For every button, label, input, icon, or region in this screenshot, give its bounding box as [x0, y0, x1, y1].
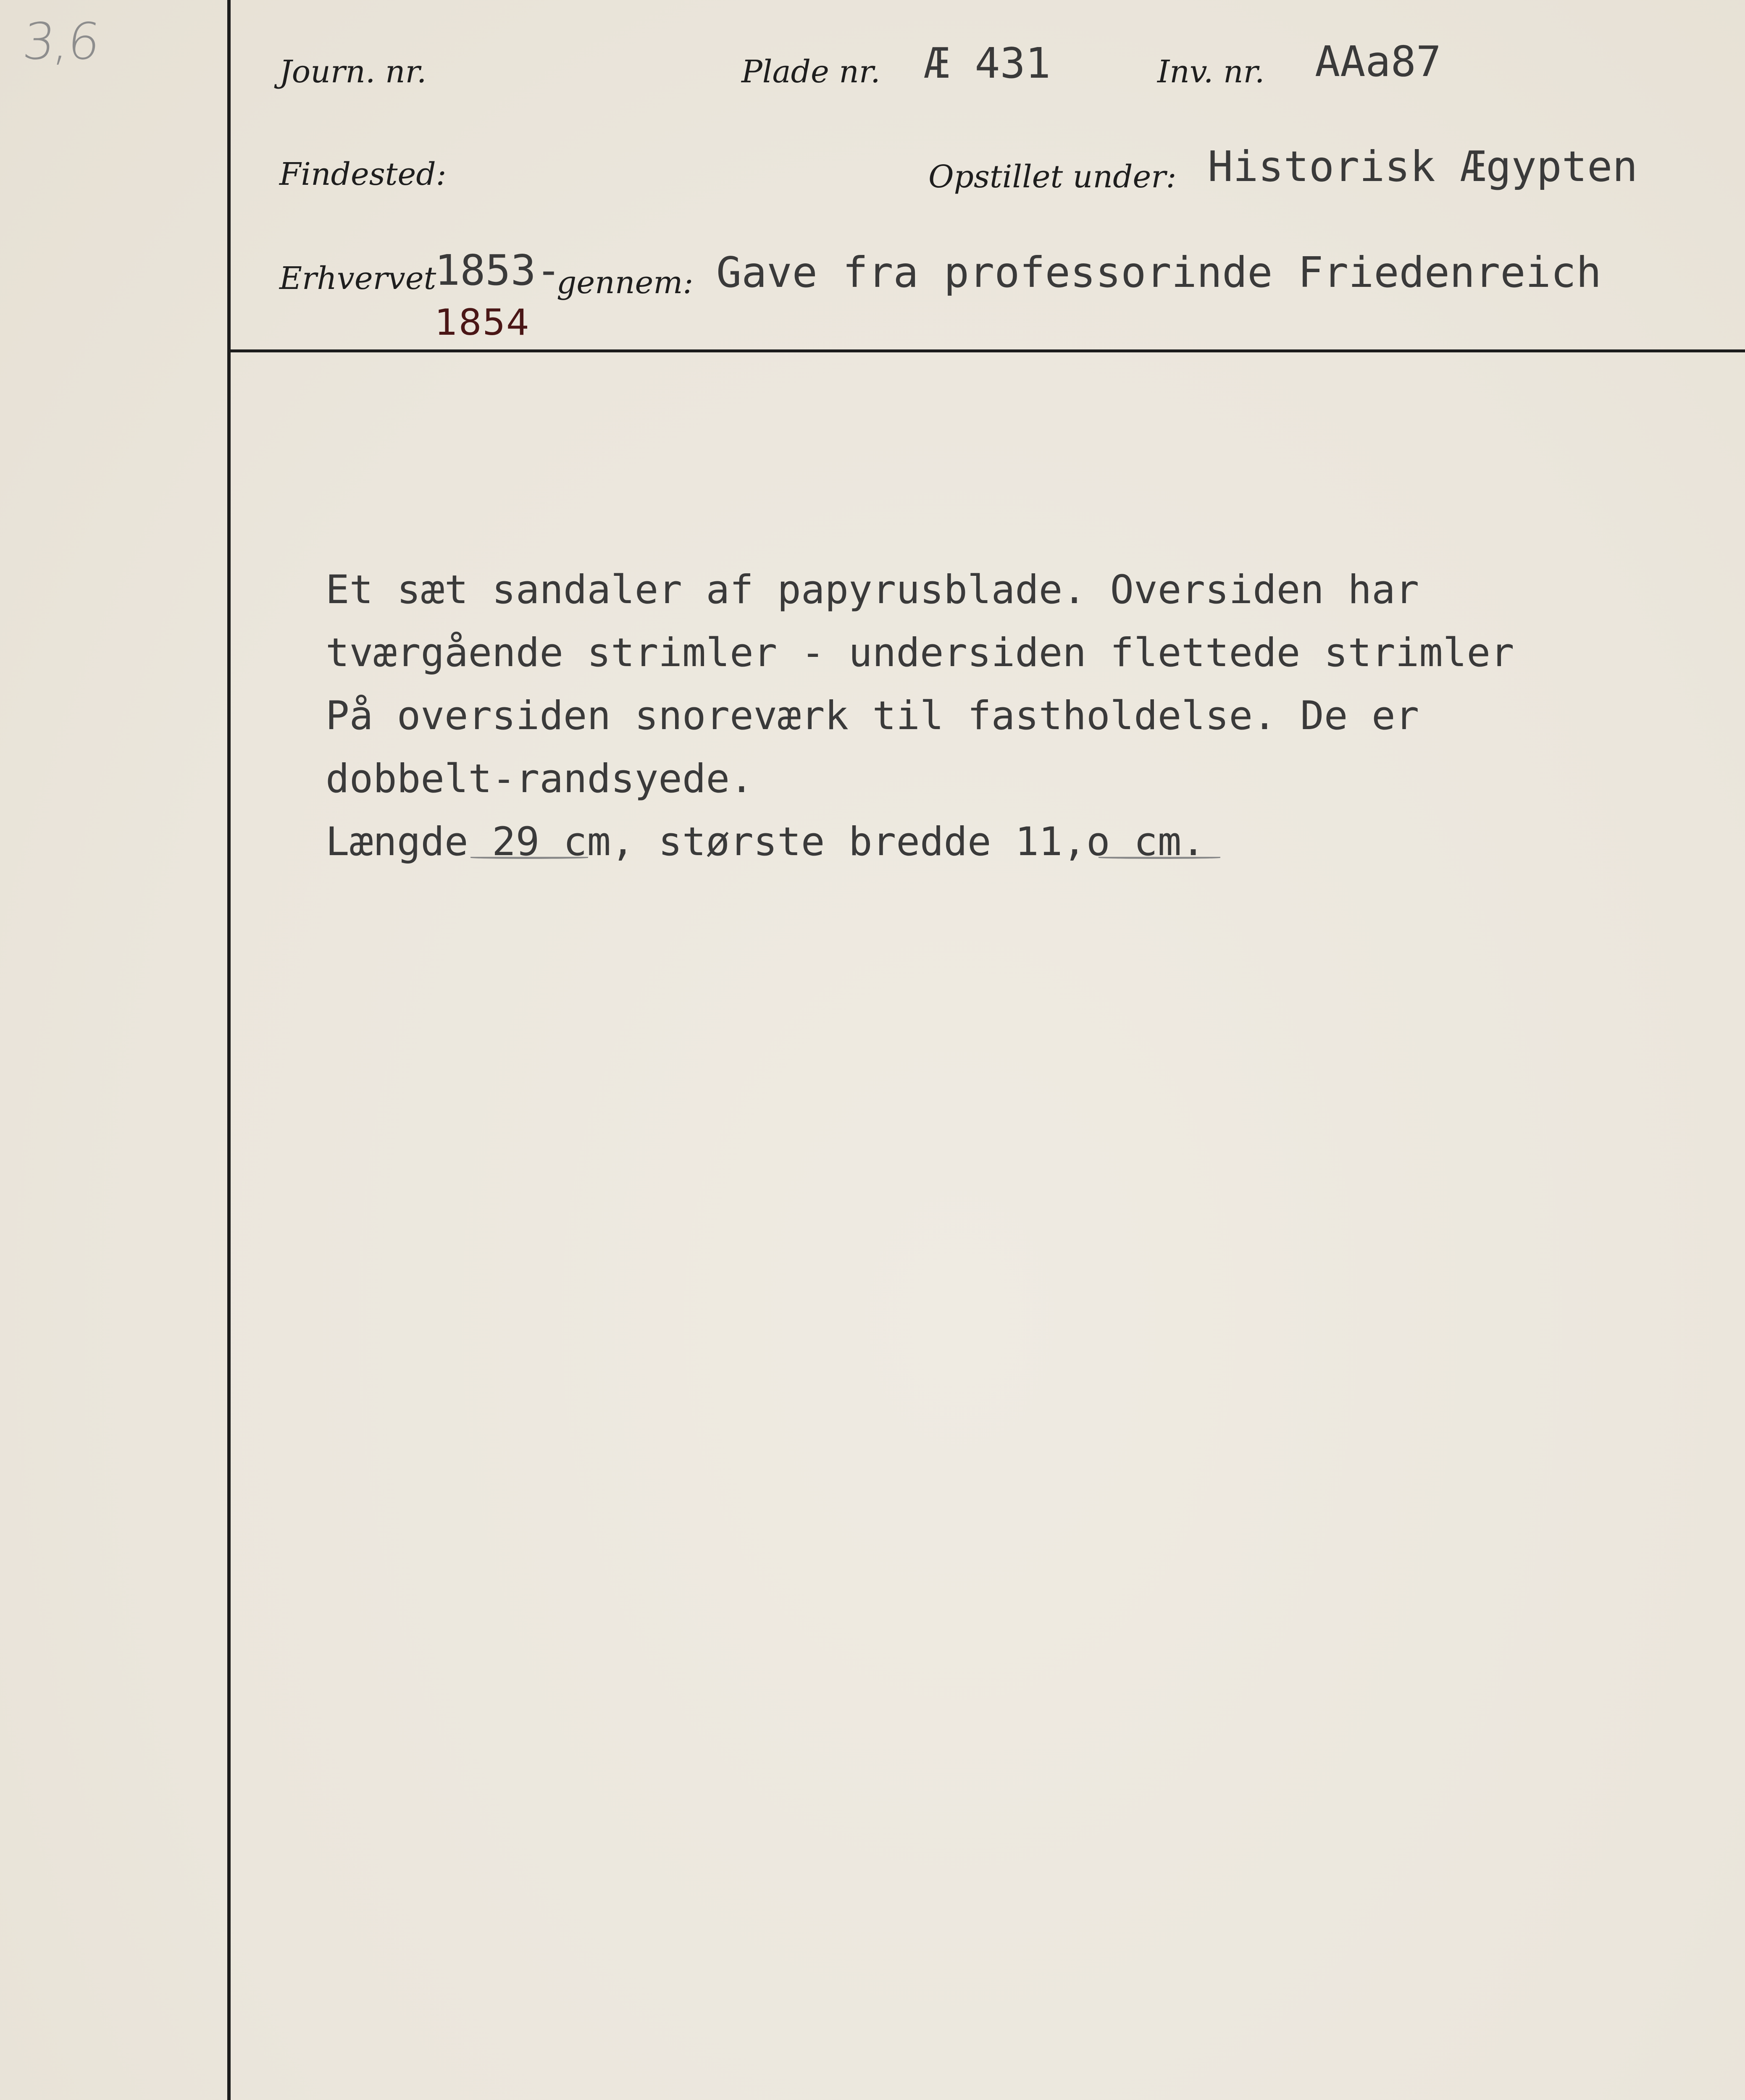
gennem-value: Gave fra professorinde Friedenreich	[716, 248, 1602, 297]
description-line: tværgående strimler - undersiden flettede strimler	[326, 630, 1514, 676]
corner-note: 3,6	[20, 13, 102, 71]
plade-value: Æ 431	[924, 39, 1051, 88]
gennem-label: gennem:	[557, 265, 694, 301]
description-line: På oversiden snoreværk til fastholdelse. De er	[326, 693, 1419, 739]
journ-label: Journ. nr.	[279, 54, 427, 90]
header-rule	[229, 349, 1745, 352]
plade-label: Plade nr.	[741, 54, 880, 90]
opstillet-value: Historisk Ægypten	[1208, 142, 1638, 191]
erhvervet-year-handwritten: 1854	[435, 302, 530, 344]
opstillet-label: Opstillet under:	[928, 159, 1177, 195]
description-line: Et sæt sandaler af papyrusblade. Oversiden har	[326, 567, 1419, 613]
width-underline	[1099, 857, 1220, 859]
erhvervet-label: Erhvervet	[279, 260, 436, 297]
object-description	[326, 559, 1712, 874]
margin-rule	[227, 0, 231, 2100]
inv-label: Inv. nr.	[1157, 54, 1265, 90]
description-line: Længde 29 cm, største bredde 11,o cm.	[326, 819, 1205, 865]
inv-value: AAa87	[1315, 37, 1442, 86]
length-underline	[470, 857, 588, 859]
findested-label: Findested:	[279, 156, 447, 192]
erhvervet-year: 1853-	[435, 246, 562, 295]
description-line: dobbelt-randsyede.	[326, 756, 754, 802]
